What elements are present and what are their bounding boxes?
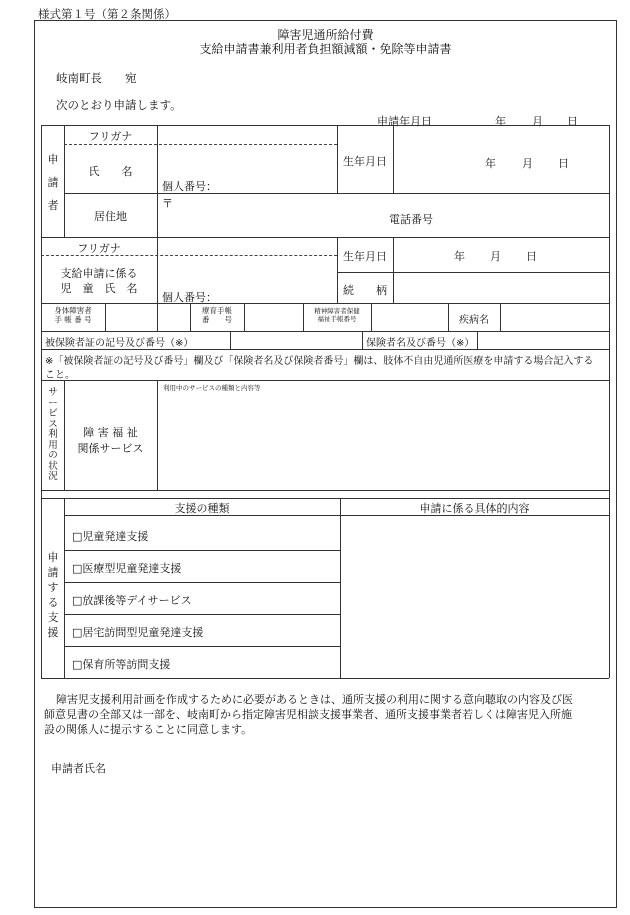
child-birth-month: 月 bbox=[490, 250, 501, 263]
applicant-furigana-label: フリガナ bbox=[88, 130, 133, 143]
services-content-label: 利用中のサービスの種類と内容等 bbox=[163, 384, 261, 392]
applicant-birth-date-label: 生年月日 bbox=[343, 155, 387, 168]
intro-text: 次のとおり申請します。 bbox=[56, 98, 182, 112]
child-name-label-line1: 支給申請に係る bbox=[60, 267, 138, 280]
services-category-line2: 関係サービス bbox=[77, 442, 144, 455]
child-birth-year: 年 bbox=[454, 250, 465, 263]
note-line1: ※「被保険者証の記号及び番号」欄及び「保険者名及び保険者番号」欄は、肢体不自由児通所医療を申請する場合記入する bbox=[45, 356, 594, 367]
form-title-line1: 障害児通所給付費 bbox=[277, 28, 374, 42]
postal-mark: 〒 bbox=[162, 197, 173, 210]
support-item-child-development[interactable]: □児童発達支援 bbox=[72, 530, 149, 543]
disease-name-label: 疾病名 bbox=[459, 315, 489, 326]
form-title-line2: 支給申請書兼利用者負担額減額・免除等申請書 bbox=[199, 42, 452, 56]
child-birth-day: 日 bbox=[526, 250, 537, 263]
support-item-home-visit-development[interactable]: □居宅訪問型児童発達支援 bbox=[72, 626, 204, 639]
support-type-header: 支援の種類 bbox=[174, 502, 230, 515]
application-date-month: 月 bbox=[532, 115, 543, 128]
rehab-certificate-label: 療育手帳 番 号 bbox=[202, 306, 232, 324]
support-item-after-school-day-service[interactable]: □放課後等デイサービス bbox=[72, 594, 192, 607]
note-line2: こと。 bbox=[45, 370, 75, 381]
support-item-medical-child-development[interactable]: □医療型児童発達支援 bbox=[72, 562, 182, 575]
child-birth-date-label: 生年月日 bbox=[343, 250, 387, 263]
child-relation-label: 続 柄 bbox=[343, 284, 387, 297]
application-date-year: 年 bbox=[495, 115, 506, 128]
applicant-birth-month: 月 bbox=[522, 157, 533, 170]
services-category-line1: 障 害 福 祉 bbox=[83, 426, 138, 439]
application-date-day: 日 bbox=[567, 115, 578, 128]
application-date-label: 申請年月日 bbox=[377, 115, 432, 128]
consent-line1: 障害児支援利用計画を作成するために必要があるときは、通所支援の利用に関する意向聴取の内容及び医 bbox=[56, 693, 573, 706]
applicant-phone-label: 電話番号 bbox=[389, 213, 433, 226]
support-content-header: 申請に係る具体的内容 bbox=[419, 502, 530, 515]
applicant-address-label: 居住地 bbox=[94, 210, 127, 223]
mental-certificate-label: 精神障害者保健 福祉手帳番号 bbox=[314, 307, 360, 323]
insurer-name-label: 保険者名及び番号（※） bbox=[366, 338, 475, 349]
applicant-side-label: 申 請 者 bbox=[47, 153, 59, 212]
applicant-name-label: 氏 名 bbox=[88, 165, 133, 178]
disability-certificate-label: 身体障害者 手 帳 番 号 bbox=[54, 306, 92, 324]
applicant-birth-year: 年 bbox=[485, 157, 496, 170]
support-side-label: 申 請 す る 支 援 bbox=[47, 551, 59, 639]
insured-number-label: 被保険者証の記号及び番号（※） bbox=[45, 338, 194, 349]
support-item-nursery-visit-support[interactable]: □保育所等訪問支援 bbox=[72, 658, 171, 671]
consent-line3: 設の関係人に提示することに同意します。 bbox=[44, 723, 253, 736]
applicant-personal-number-label: 個人番号： bbox=[162, 180, 217, 193]
applicant-birth-day: 日 bbox=[558, 157, 569, 170]
consent-line2: 師意見書の全部又は一部を、岐南町から指定障害児相談支援事業者、通所支援事業者若しくは障害児入所施 bbox=[44, 708, 572, 721]
recipient-label: 岐南町長 宛 bbox=[56, 71, 137, 85]
child-personal-number-label: 個人番号： bbox=[162, 291, 217, 304]
form-frame bbox=[34, 20, 617, 908]
child-furigana-label: フリガナ bbox=[77, 242, 121, 255]
child-name-label-line2: 児 童 氏 名 bbox=[60, 282, 138, 295]
form-number-label: 様式第１号（第２条関係） bbox=[38, 7, 176, 21]
applicant-signature-label: 申請者氏名 bbox=[51, 762, 106, 775]
services-side-label: サ ー ビ ス 利 用 の 状 況 bbox=[48, 387, 58, 482]
